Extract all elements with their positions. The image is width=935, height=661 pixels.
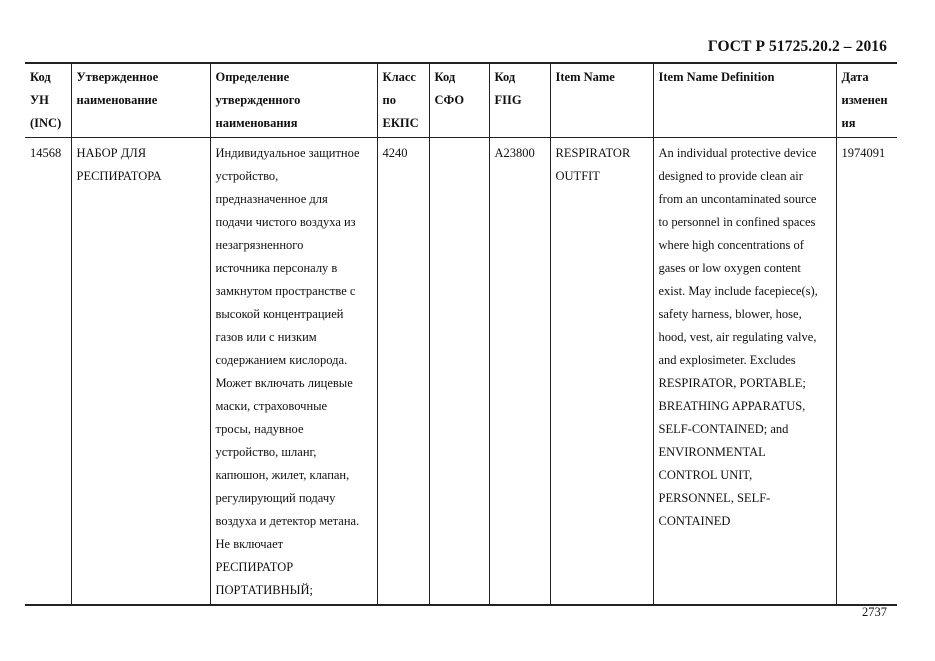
catalog-table <box>25 62 897 606</box>
column-header-sfo-code: Код СФО <box>429 63 489 138</box>
document-standard-header: ГОСТ Р 51725.20.2 – 2016 <box>707 38 887 55</box>
table-row <box>25 138 897 606</box>
cell-change-date: 1974091 <box>836 138 897 606</box>
column-header-change-date: Дата изменен ия <box>836 63 897 138</box>
column-header-definition-ru: Определение утвержденного наименования <box>210 63 377 138</box>
cell-fiig-code: A23800 <box>489 138 550 606</box>
cell-item-name-definition: An individual protective device designed to provide clean air from an uncontaminated source to personnel in confined spaces where high concentrations of gases or low oxygen content exist. May include facepiece(s), safety harness, blower, hose, hood, vest, air regulating valve, and explosimeter. Excludes RESPIRATOR, PORTABLE; BREATHING APPARATUS, SELF-CONTAINED; and ENVIRONMENTAL CONTROL UNIT, PERSONNEL, SELF- CONTAINED <box>653 138 836 606</box>
cell-definition-ru: Индивидуальное защитное устройство, предназначенное для подачи чистого воздуха из незагрязненного источника персоналу в замкнутом пространстве с высокой концентрацией газов или с низким содержанием кислорода. Может включать лицевые маски, страховочные тросы, надувное устройство, шланг, капюшон, жилет, клапан, регулирующий подачу воздуха и детектор метана. Не включает РЕСПИРАТОР ПОРТАТИВНЫЙ; <box>210 138 377 606</box>
table-header-row <box>25 63 897 138</box>
cell-item-name: RESPIRATOR OUTFIT <box>550 138 653 606</box>
column-header-approved-name: Утвержденное наименование <box>71 63 210 138</box>
column-header-item-name-definition: Item Name Definition <box>653 63 836 138</box>
column-header-inc: Код УН (INC) <box>25 63 71 138</box>
column-header-item-name: Item Name <box>550 63 653 138</box>
page-number: 2737 <box>862 605 887 619</box>
cell-approved-name: НАБОР ДЛЯ РЕСПИРАТОРА <box>71 138 210 606</box>
column-header-fiig-code: Код FIIG <box>489 63 550 138</box>
cell-class-ekps: 4240 <box>377 138 429 606</box>
cell-inc: 14568 <box>30 146 62 160</box>
column-header-class-ekps: Класс по ЕКПС <box>377 63 429 138</box>
cell-sfo-code <box>429 138 489 606</box>
